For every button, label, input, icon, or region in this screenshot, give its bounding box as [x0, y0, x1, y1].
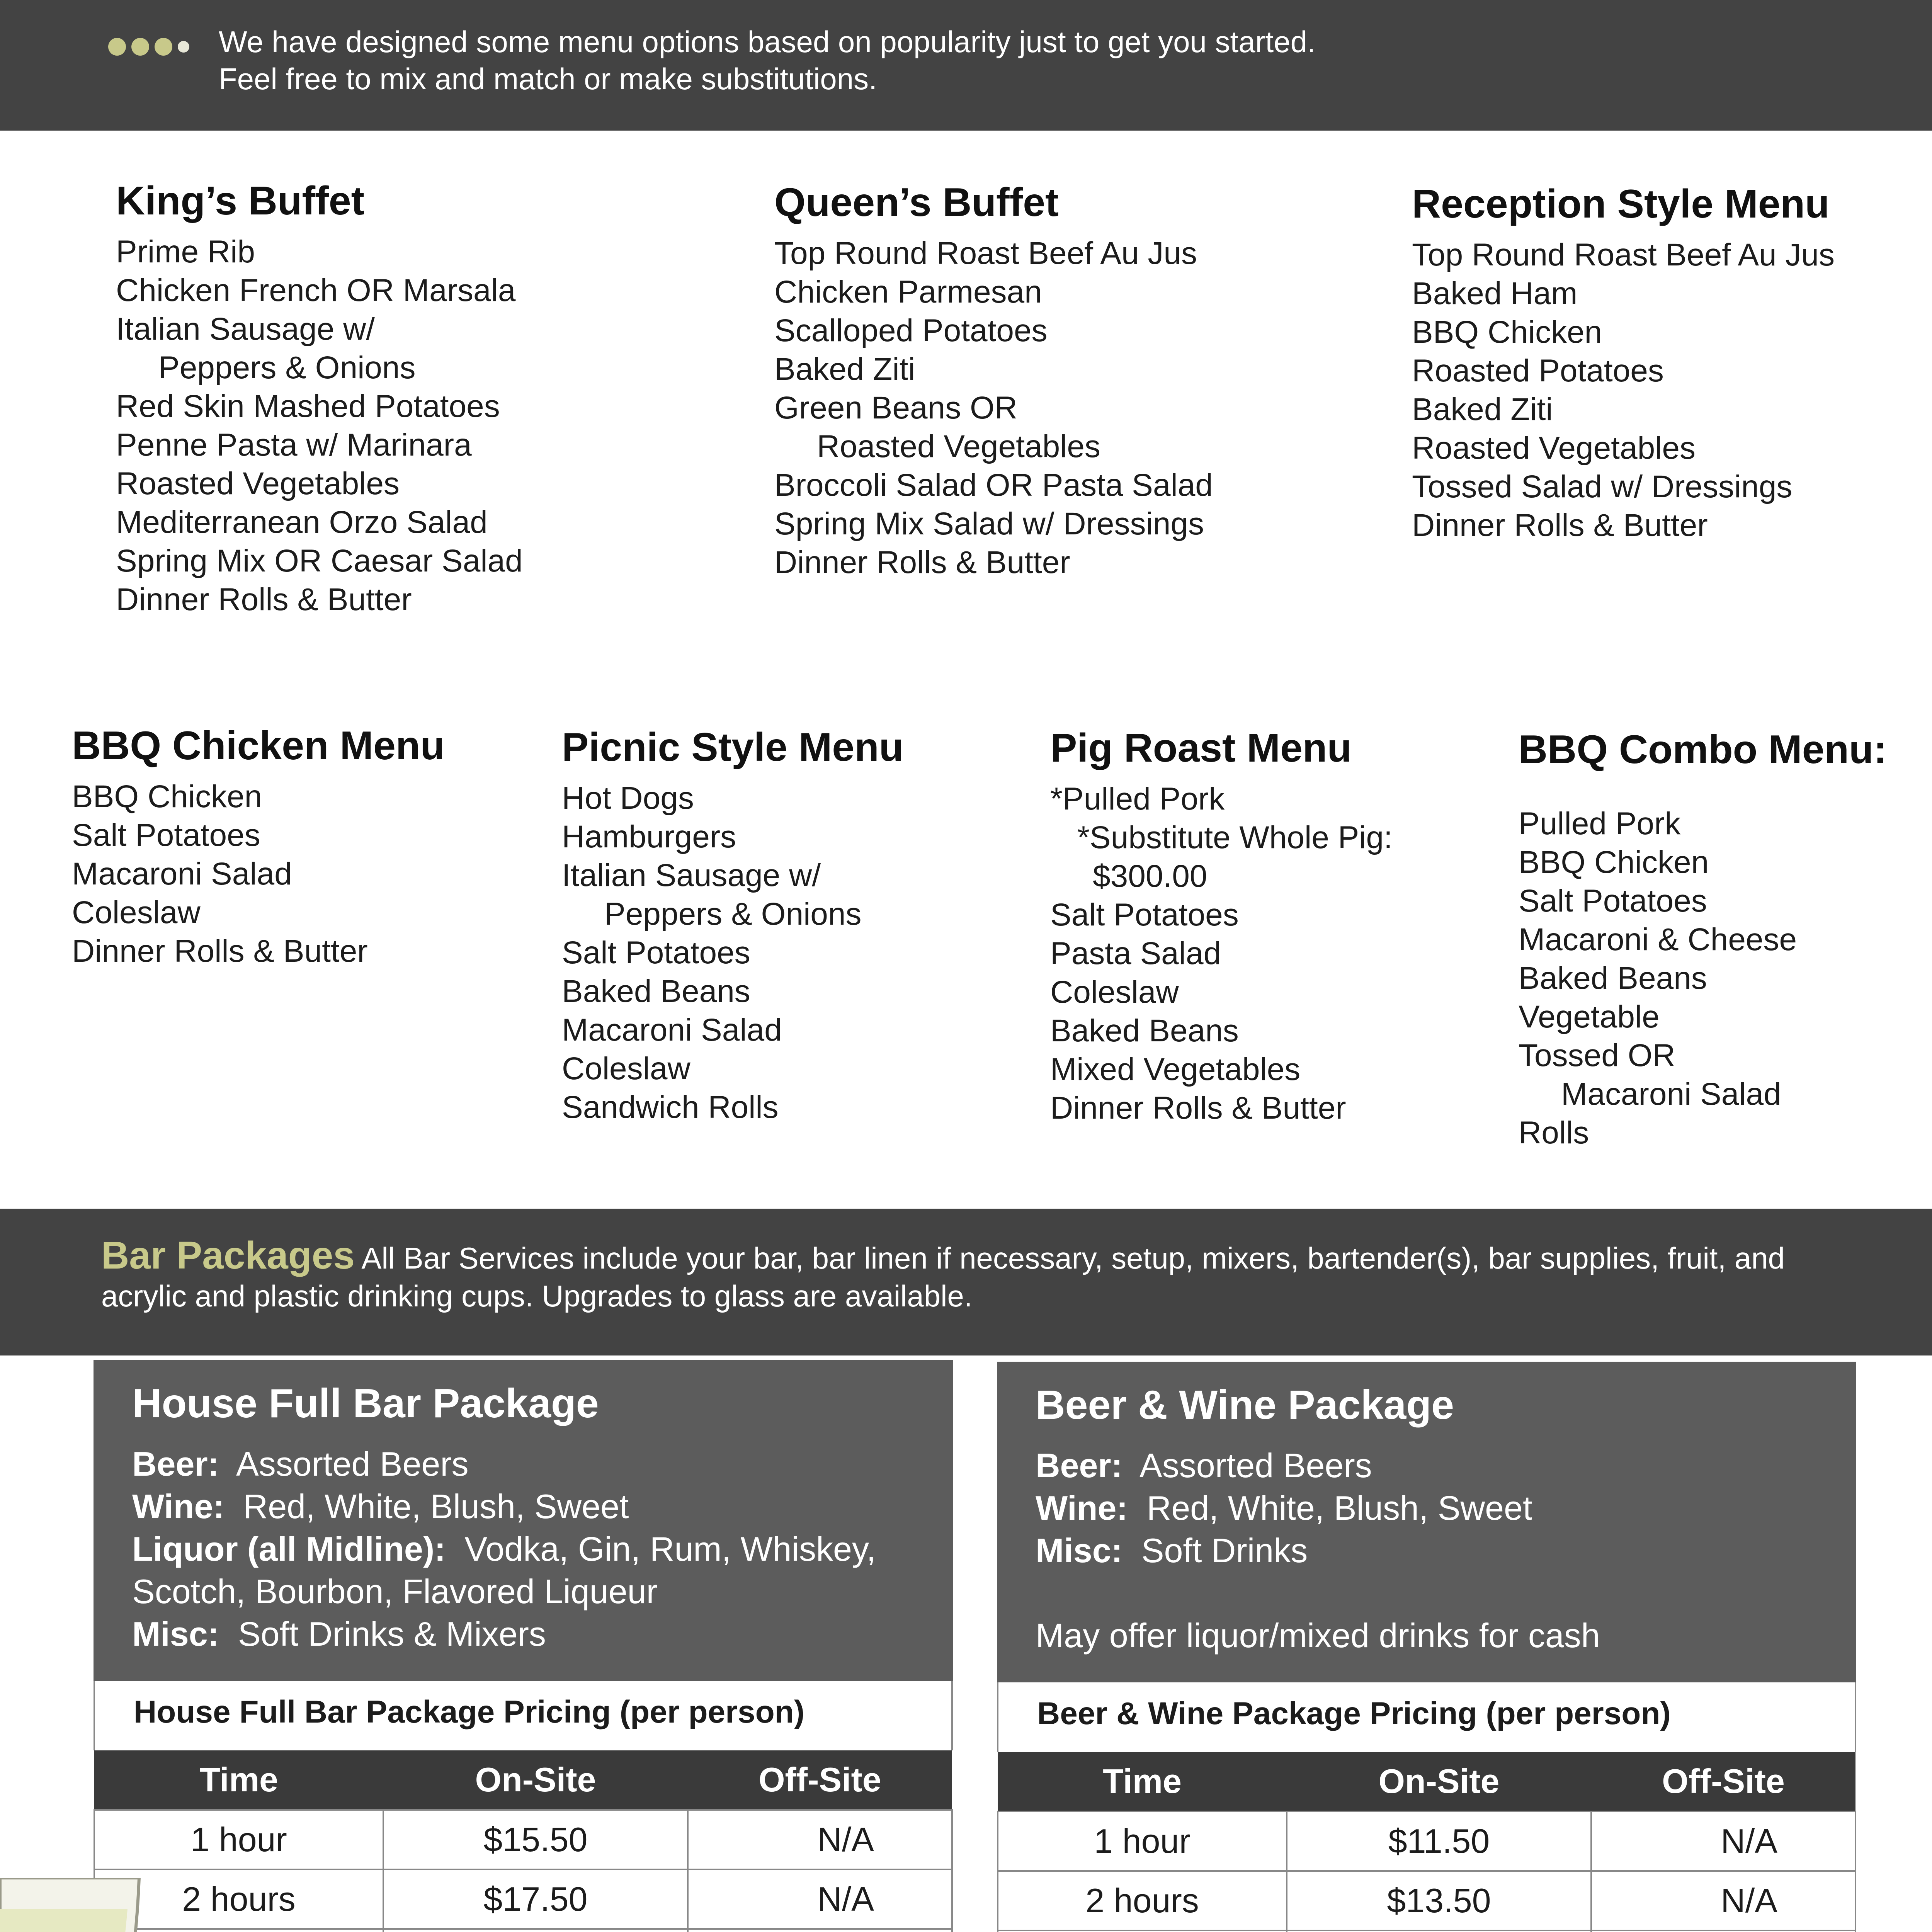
- pricing-title: Beer & Wine Package Pricing (per person): [997, 1682, 1856, 1752]
- table-row: [94, 1929, 952, 1932]
- menu-title: Queen’s Buffet: [774, 180, 1059, 225]
- menu-item: Salt Potatoes: [72, 818, 260, 853]
- menu-item: Roasted Vegetables: [116, 466, 400, 501]
- menu-item: Mixed Vegetables: [1050, 1052, 1301, 1087]
- bullet-dots-icon: [108, 38, 195, 58]
- menu-item: Vegetable: [1519, 999, 1660, 1034]
- menu-item: Roasted Potatoes: [1412, 353, 1664, 388]
- menu-item: Pulled Pork: [1519, 806, 1681, 841]
- cell-onsite: [383, 1929, 688, 1932]
- menu-item: Peppers & Onions: [158, 350, 416, 385]
- queens-buffet-menu: [774, 179, 1213, 582]
- menu-item: Chicken Parmesan: [774, 274, 1042, 310]
- table-row: [94, 1869, 952, 1929]
- cell-offsite: N/A: [1591, 1811, 1855, 1871]
- menu-title: BBQ Combo Menu:: [1519, 727, 1887, 772]
- menu-item: Scalloped Potatoes: [774, 313, 1048, 348]
- menu-item: Red Skin Mashed Potatoes: [116, 389, 500, 424]
- menu-item: Baked Beans: [562, 974, 750, 1009]
- value: Assorted Beers: [1139, 1446, 1372, 1485]
- cell-time: 1 hour: [94, 1810, 383, 1869]
- menu-title: Reception Style Menu: [1412, 182, 1830, 226]
- bar-packages-text: [101, 1236, 1801, 1315]
- table-row: [998, 1871, 1855, 1930]
- cell-time: 1 hour: [998, 1811, 1287, 1871]
- menu-title: BBQ Chicken Menu: [72, 723, 445, 768]
- cell-offsite: N/A: [1591, 1871, 1855, 1930]
- menu-item: Salt Potatoes: [1519, 883, 1707, 918]
- menu-item: Hamburgers: [562, 819, 736, 854]
- column-header: On-Site: [1287, 1752, 1591, 1811]
- package-details: [997, 1362, 1856, 1682]
- value: Red, White, Blush, Sweet: [1146, 1489, 1532, 1527]
- cell-time: 2 hours: [998, 1871, 1287, 1930]
- intro-text: [219, 23, 1842, 97]
- table-row: [998, 1930, 1855, 1932]
- menu-item: Salt Potatoes: [1050, 897, 1239, 932]
- bar-packages-description: All Bar Services include your bar, bar linen if necessary, setup, mixers, bartender(s), bar supplies, fruit, and acrylic and plastic drinking cups. Upgrades to glass are available.: [101, 1241, 1785, 1313]
- reception-style-menu: [1412, 181, 1835, 545]
- package-wine: [132, 1485, 953, 1528]
- menu-item: Roasted Vegetables: [817, 429, 1100, 464]
- menu-item: Dinner Rolls & Butter: [1412, 508, 1708, 543]
- label: Misc:: [1036, 1531, 1122, 1570]
- menu-item: Spring Mix OR Caesar Salad: [116, 543, 523, 578]
- package-title: Beer & Wine Package: [1036, 1382, 1454, 1428]
- table-row: [94, 1810, 952, 1869]
- cell-onsite: $17.50: [383, 1869, 688, 1929]
- menu-item: Baked Ziti: [1412, 392, 1553, 427]
- package-beer: [132, 1443, 953, 1485]
- value: Soft Drinks: [1141, 1531, 1308, 1570]
- menu-item: Mediterranean Orzo Salad: [116, 505, 488, 540]
- label: Liquor (all Midline):: [132, 1530, 446, 1568]
- pig-roast-menu: [1050, 725, 1393, 1128]
- label: Misc:: [132, 1615, 219, 1653]
- menu-item: Baked Beans: [1050, 1013, 1239, 1048]
- label: Beer:: [1036, 1446, 1122, 1485]
- bbq-chicken-menu: [72, 723, 445, 971]
- menu-item: Prime Rib: [116, 234, 255, 269]
- picnic-style-menu: [562, 724, 903, 1127]
- column-header: Time: [998, 1752, 1287, 1811]
- menu-item: Roasted Vegetables: [1412, 430, 1696, 466]
- package-note: May offer liquor/mixed drinks for cash: [1036, 1616, 1600, 1655]
- cell-onsite: $11.50: [1287, 1811, 1591, 1871]
- beer-wine-package: [997, 1362, 1856, 1932]
- table-header-row: [998, 1752, 1855, 1811]
- menu-item: BBQ Chicken: [72, 779, 262, 814]
- menu-item: *Pulled Pork: [1050, 781, 1225, 816]
- cell-offsite: N/A: [688, 1869, 952, 1929]
- menu-item: Italian Sausage w/: [116, 311, 375, 347]
- label: Beer:: [132, 1445, 219, 1483]
- menu-title: Picnic Style Menu: [562, 725, 904, 770]
- menu-item: Italian Sausage w/: [562, 858, 821, 893]
- cell-onsite: $15.50: [383, 1810, 688, 1869]
- menu-item: Macaroni Salad: [562, 1012, 782, 1048]
- menu-item: Dinner Rolls & Butter: [774, 545, 1070, 580]
- table-row: [998, 1811, 1855, 1871]
- menu-item: Coleslaw: [1050, 975, 1179, 1010]
- column-header: Time: [94, 1750, 383, 1810]
- menu-item: Broccoli Salad OR Pasta Salad: [774, 468, 1213, 503]
- menu-item: Chicken French OR Marsala: [116, 273, 516, 308]
- cell-time: [998, 1930, 1287, 1932]
- cell-time: 2 hours: [94, 1869, 383, 1929]
- menu-item: Penne Pasta w/ Marinara: [116, 427, 472, 463]
- menu-item: Dinner Rolls & Butter: [1050, 1090, 1346, 1126]
- cell-offsite: [688, 1929, 952, 1932]
- menu-item: Baked Beans: [1519, 961, 1707, 996]
- menu-item: Baked Ham: [1412, 276, 1578, 311]
- menu-item: Baked Ziti: [774, 352, 915, 387]
- menu-item: Hot Dogs: [562, 781, 694, 816]
- table-header-row: [94, 1750, 952, 1810]
- column-header: On-Site: [383, 1750, 688, 1810]
- pricing-title: House Full Bar Package Pricing (per person): [94, 1681, 953, 1750]
- value: Red, White, Blush, Sweet: [243, 1487, 629, 1526]
- menu-item: Spring Mix Salad w/ Dressings: [774, 506, 1204, 541]
- value: Vodka, Gin, Rum, Whiskey,: [464, 1530, 876, 1568]
- cell-offsite: N/A: [688, 1810, 952, 1869]
- menu-item: Macaroni Salad: [72, 856, 292, 891]
- menu-item: Peppers & Onions: [604, 896, 862, 932]
- menu-title: Pig Roast Menu: [1050, 726, 1352, 770]
- value: Soft Drinks & Mixers: [238, 1615, 546, 1653]
- value: Assorted Beers: [236, 1445, 469, 1483]
- cell-onsite: [1287, 1930, 1591, 1932]
- menu-item: Tossed Salad w/ Dressings: [1412, 469, 1793, 504]
- beer-wine-pricing-table: [997, 1752, 1856, 1932]
- menu-item: Macaroni Salad: [1561, 1077, 1781, 1112]
- menu-item: Dinner Rolls & Butter: [116, 582, 412, 617]
- package-details: [94, 1360, 953, 1681]
- champagne-glass-icon: [0, 1878, 178, 1932]
- menu-item: Rolls: [1519, 1115, 1589, 1150]
- menu-item: Coleslaw: [562, 1051, 690, 1086]
- label: Wine:: [1036, 1489, 1128, 1527]
- intro-line-1: We have designed some menu options based on popularity just to get you started.: [219, 25, 1316, 59]
- label: Wine:: [132, 1487, 224, 1526]
- menu-item: Pasta Salad: [1050, 936, 1221, 971]
- kings-buffet-menu: [116, 178, 523, 619]
- package-misc: [1036, 1529, 1856, 1572]
- package-title: House Full Bar Package: [132, 1381, 599, 1426]
- cell-onsite: $13.50: [1287, 1871, 1591, 1930]
- menu-item: Macaroni & Cheese: [1519, 922, 1797, 957]
- house-pricing-table: [94, 1750, 953, 1932]
- bbq-combo-menu: [1519, 726, 1887, 1152]
- package-liquor-cont: Scotch, Bourbon, Flavored Liqueur: [132, 1572, 658, 1611]
- column-header: Off-Site: [1591, 1752, 1855, 1811]
- menu-item: BBQ Chicken: [1519, 845, 1709, 880]
- menu-item: Sandwich Rolls: [562, 1090, 779, 1125]
- package-misc: [132, 1613, 953, 1655]
- menu-item: Tossed OR: [1519, 1038, 1675, 1073]
- cell-offsite: [1591, 1930, 1855, 1932]
- menu-item: Top Round Roast Beef Au Jus: [774, 236, 1197, 271]
- package-wine: [1036, 1487, 1856, 1529]
- menu-item: BBQ Chicken: [1412, 315, 1602, 350]
- package-beer: [1036, 1444, 1856, 1487]
- package-liquor: [132, 1528, 953, 1570]
- menu-title: King’s Buffet: [116, 179, 365, 223]
- menu-item: Green Beans OR: [774, 390, 1017, 425]
- bar-packages-title: Bar Packages: [101, 1234, 355, 1277]
- menu-item: Top Round Roast Beef Au Jus: [1412, 237, 1835, 272]
- menu-item: *Substitute Whole Pig:: [1077, 820, 1393, 855]
- house-full-bar-package: [94, 1360, 953, 1932]
- intro-line-2: Feel free to mix and match or make substitutions.: [219, 62, 877, 96]
- menu-item: Coleslaw: [72, 895, 201, 930]
- column-header: Off-Site: [688, 1750, 952, 1810]
- menu-item: Dinner Rolls & Butter: [72, 934, 368, 969]
- menu-item: Salt Potatoes: [562, 935, 750, 970]
- menu-item: $300.00: [1093, 859, 1208, 894]
